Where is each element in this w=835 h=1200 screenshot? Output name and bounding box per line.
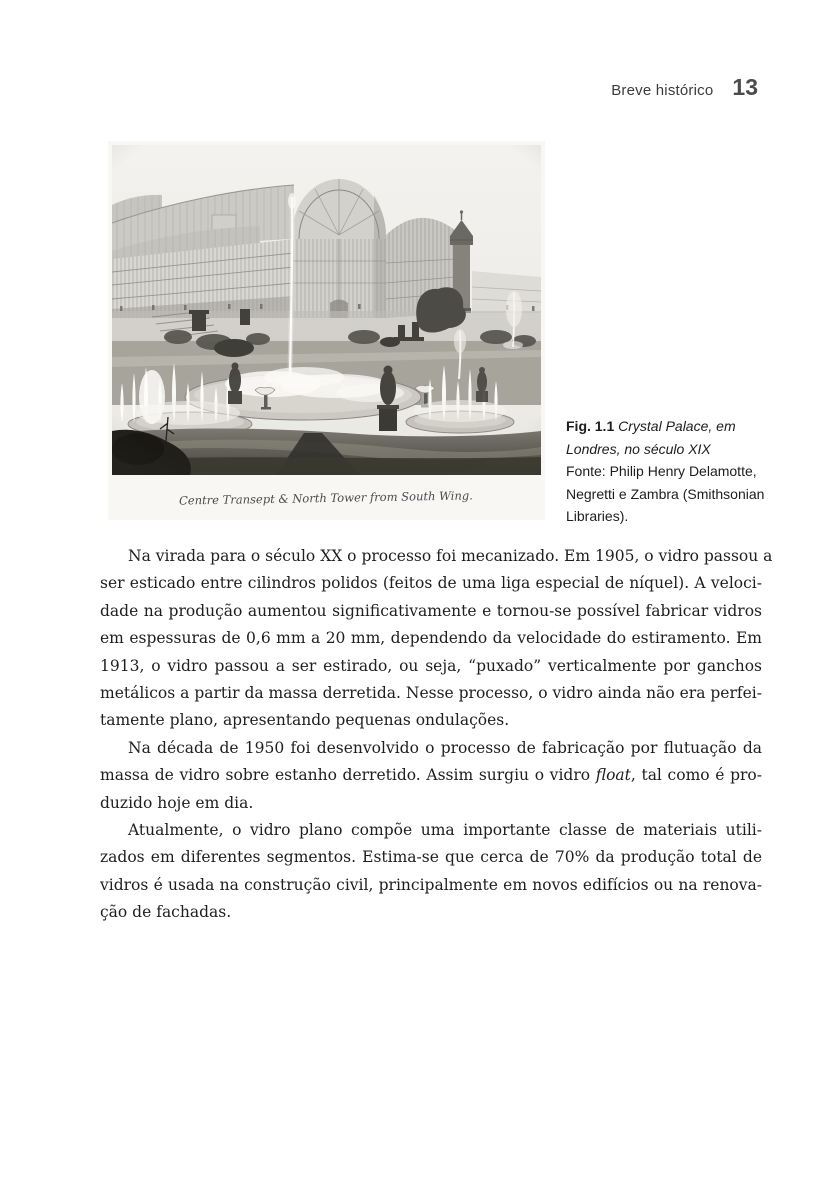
text-line: ser esticado entre cilindros polidos (feitos de uma liga especial de níquel). A veloci- (100, 574, 762, 593)
figure-source-line: Libraries). (566, 508, 629, 525)
text-line: em espessuras de 0,6 mm a 20 mm, dependendo da velocidade do estiramento. Em (100, 629, 762, 648)
paragraph (100, 543, 773, 735)
text-line: metálicos a partir da massa derretida. Nesse processo, o vidro ainda não era perfei- (100, 683, 762, 702)
running-header (611, 74, 758, 101)
photo-image-area (112, 145, 541, 475)
text-line: massa de vidro sobre estanho derretido. Assim surgiu o vidro float, tal como é pro- (100, 766, 762, 785)
text-line: Na década de 1950 foi desenvolvido o processo de fabricação por flutuação da (128, 738, 762, 757)
text-line: duzido hoje em dia. (100, 793, 254, 812)
handwritten-photo-caption: Centre Transept & North Tower from South Wing. (178, 488, 473, 508)
text-line: Na virada para o século XX o processo foi mecanizado. Em 1905, o vidro passou a (128, 547, 773, 565)
body-text (100, 543, 773, 926)
text-line: tamente plano, apresentando pequenas ondulações. (100, 711, 510, 730)
figure-caption (566, 415, 784, 528)
figure-source (566, 460, 784, 528)
crystal-palace-photo (108, 141, 545, 520)
section-title: Breve histórico (611, 82, 714, 99)
text-line: zados em diferentes segmentos. Estima-se que cerca de 70% da produção total de (100, 848, 762, 867)
figure-source-line: Negretti e Zambra (Smithsonian (566, 485, 765, 502)
text-line: Atualmente, o vidro plano compõe uma importante classe de materiais utili- (128, 820, 762, 839)
text-line: 1913, o vidro passou a ser estirado, ou seja, “puxado” verticalmente por ganchos (100, 656, 762, 675)
figure-label: Fig. 1.1 (566, 418, 615, 434)
figure-photo-crystal-palace (108, 141, 545, 520)
figure-title: Crystal Palace, em Londres, no século XIX (566, 418, 736, 457)
paragraph (100, 735, 762, 817)
text-line: vidros é usada na construção civil, principalmente em novos edifícios ou na renova- (100, 875, 762, 894)
photo-vignette (112, 145, 541, 475)
page-number: 13 (732, 74, 758, 100)
text-line: ção de fachadas. (100, 903, 232, 922)
figure-source-line: Fonte: Philip Henry Delamotte, (566, 463, 757, 480)
paragraph (100, 817, 762, 927)
text-line: dade na produção aumentou significativamente e tornou-se possível fabricar vidros (100, 601, 762, 620)
